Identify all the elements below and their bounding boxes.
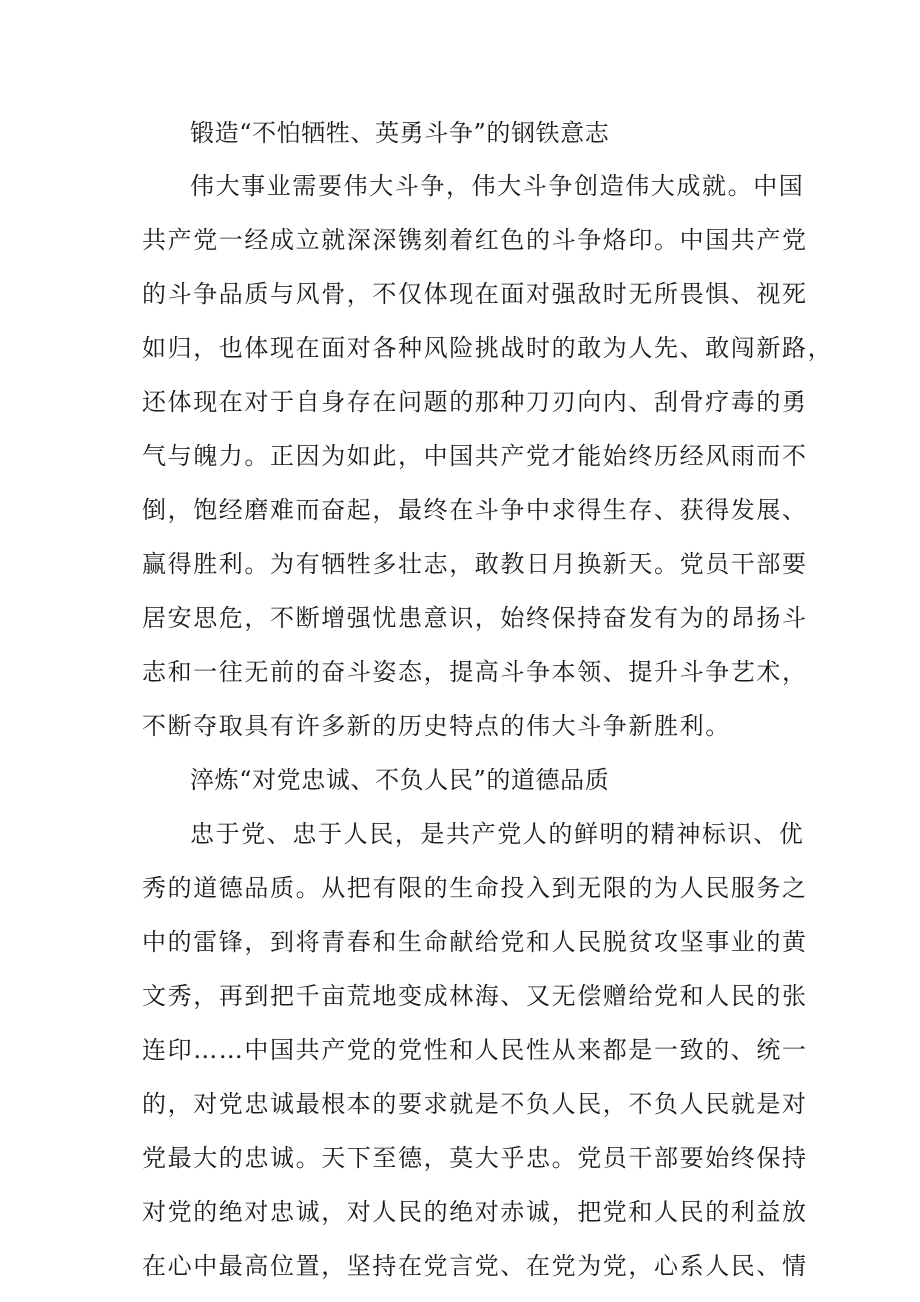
paragraph-line: 的，对党忠诚最根本的要求就是不负人民，不负人民就是对 xyxy=(142,1090,808,1118)
paragraph-line: 连印……中国共产党的党性和人民性从来都是一致的、统一 xyxy=(142,1036,808,1064)
paragraph-line: 倒，饱经磨难而奋起，最终在斗争中求得生存、获得发展、 xyxy=(142,496,808,524)
paragraph-line: 秀的道德品质。从把有限的生命投入到无限的为人民服务之 xyxy=(142,874,808,902)
paragraph-line: 气与魄力。正因为如此，中国共产党才能始终历经风雨而不 xyxy=(142,442,808,470)
paragraph-line: 党最大的忠诚。天下至德，莫大乎忠。党员干部要始终保持 xyxy=(142,1144,808,1172)
paragraph-line: 伟大事业需要伟大斗争，伟大斗争创造伟大成就。中国 xyxy=(190,172,805,200)
paragraph-line: 不断夺取具有许多新的历史特点的伟大斗争新胜利。 xyxy=(142,712,731,740)
paragraph-line: 中的雷锋，到将青春和生命献给党和人民脱贫攻坚事业的黄 xyxy=(142,928,808,956)
paragraph-line: 在心中最高位置，坚持在党言党、在党为党，心系人民、情 xyxy=(142,1252,808,1280)
section-heading: 淬炼“对党忠诚、不负人民”的道德品质 xyxy=(190,766,610,794)
paragraph-line: 居安思危，不断增强忧患意识，始终保持奋发有为的昂扬斗 xyxy=(142,604,808,632)
paragraph-line: 的斗争品质与风骨，不仅体现在面对强敌时无所畏惧、视死 xyxy=(142,280,808,308)
paragraph-line: 忠于党、忠于人民，是共产党人的鲜明的精神标识、优 xyxy=(190,820,805,848)
paragraph-line: 如归，也体现在面对各种风险挑战时的敢为人先、敢闯新路， xyxy=(142,334,834,362)
section-heading: 锻造“不怕牺牲、英勇斗争”的钢铁意志 xyxy=(190,119,610,147)
paragraph-line: 志和一往无前的奋斗姿态，提高斗争本领、提升斗争艺术， xyxy=(142,658,808,686)
paragraph-line: 赢得胜利。为有牺牲多壮志，敢教日月换新天。党员干部要 xyxy=(142,550,808,578)
paragraph-line: 共产党一经成立就深深镌刻着红色的斗争烙印。中国共产党 xyxy=(142,226,808,254)
paragraph-line: 还体现在对于自身存在问题的那种刀刃向内、刮骨疗毒的勇 xyxy=(142,388,808,416)
paragraph-line: 对党的绝对忠诚，对人民的绝对赤诚，把党和人民的利益放 xyxy=(142,1198,808,1226)
paragraph-line: 文秀，再到把千亩荒地变成林海、又无偿赠给党和人民的张 xyxy=(142,982,808,1010)
